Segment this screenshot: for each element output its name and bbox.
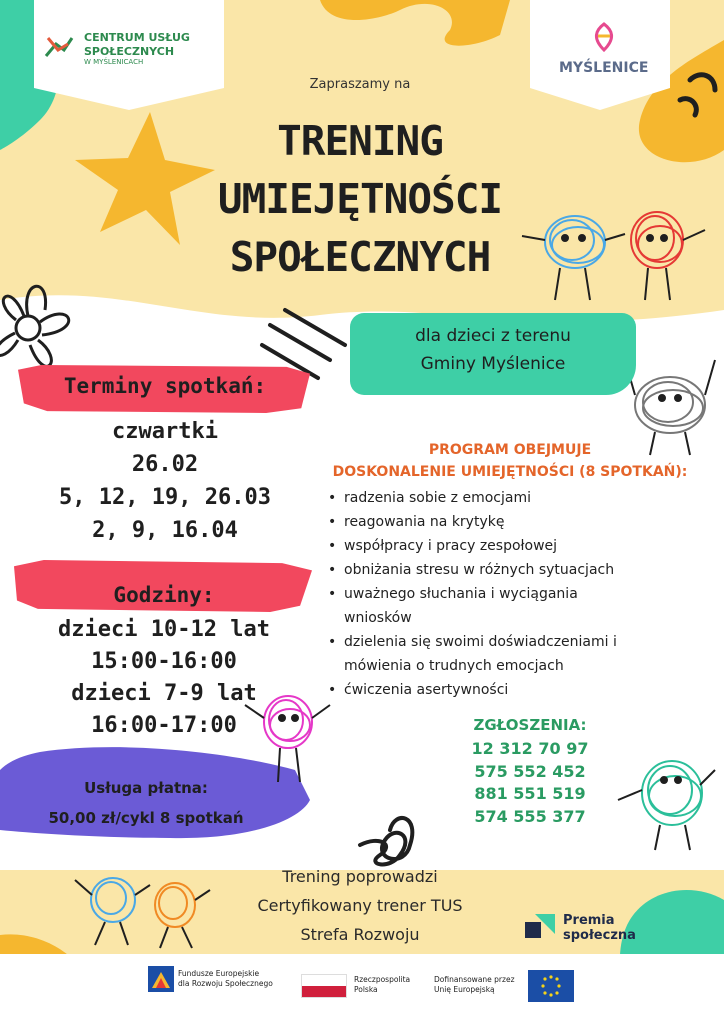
hours-line: 16:00-17:00 (91, 713, 237, 738)
contact-heading: ZGŁOSZENIA: (473, 716, 587, 734)
schedule-line: 2, 9, 16.04 (92, 518, 238, 543)
city-logo-text: MYŚLENICE (559, 60, 649, 76)
phone-number[interactable]: 575 552 452 (474, 761, 586, 781)
hours-heading: Godziny: (113, 583, 215, 607)
list-item: • dzielenia się swoimi doświadczeniami i mówienia o trudnych emocjach (328, 630, 674, 678)
fe-line1: Fundusze Europejskie (178, 969, 260, 978)
character-blue-small (91, 878, 135, 922)
hours-list (16, 614, 312, 742)
premia-line1: Premia (563, 913, 615, 928)
eu-line2: Unię Europejską (434, 985, 495, 994)
rp-text (354, 975, 410, 995)
org-name-line2: SPOŁECZNYCH (84, 45, 175, 58)
invite-text: Zapraszamy na (309, 77, 411, 92)
fe-text (178, 969, 273, 989)
character-orange-small (155, 883, 195, 927)
list-item: • radzenia sobie z emocjami (328, 486, 708, 510)
audience-line1: dla dzieci z terenu (415, 326, 571, 346)
org-name-line1: CENTRUM USŁUG (84, 31, 190, 44)
schedule-dates (20, 415, 310, 547)
premia-line2: społeczna (563, 928, 636, 943)
pl-flag-icon (302, 975, 346, 997)
rp-line1: Rzeczpospolita (354, 975, 411, 984)
phone-list (440, 738, 620, 828)
city-logo-panel (530, 0, 670, 110)
trainer-line3: Strefa Rozwoju (300, 925, 420, 944)
list-item: • uważnego słuchania i wyciągania wniosków (328, 582, 644, 630)
paid-service (6, 773, 286, 833)
character-red (631, 212, 683, 268)
program-heading-line1: PROGRAM OBEJMUJE (428, 442, 592, 458)
eu-line1: Dofinansowane przez (434, 975, 515, 984)
premia-logo-icon (525, 912, 557, 944)
list-item: • współpracy i pracy zespołowej (328, 534, 708, 558)
hours-line: dzieci 7-9 lat (71, 681, 257, 706)
program-list (328, 486, 708, 702)
fe-line2: dla Rozwoju Społecznego (178, 979, 273, 988)
character-blue (545, 216, 605, 268)
schedule-line: czwartki (112, 419, 218, 444)
hands-icon (42, 30, 76, 64)
fe-logo-icon (148, 966, 174, 992)
title-line2: UMIEJĘTNOŚCI (217, 175, 503, 223)
schedule-heading: Terminy spotkań: (63, 374, 267, 398)
rp-line2: Polska (354, 985, 378, 994)
trainer-line1: Trening poprowadzi (282, 867, 438, 886)
program-heading-line2: DOSKONALENIE UMIEJĘTNOŚCI (8 SPOTKAŃ): (332, 464, 688, 480)
title-line1: TRENING (277, 117, 443, 165)
trainer-line2: Certyfikowany trener TUS (257, 896, 463, 915)
eu-text (434, 975, 515, 995)
program-heading (300, 439, 720, 483)
org-name (84, 31, 190, 59)
schedule-line: 5, 12, 19, 26.03 (59, 485, 271, 510)
list-item: • reagowania na krytykę (328, 510, 708, 534)
eu-flag-icon (528, 970, 574, 1002)
page-title (180, 112, 540, 286)
list-item: • ćwiczenia asertywności (328, 678, 708, 702)
audience-line2: Gminy Myślenice (420, 354, 566, 374)
premia-logo-text (563, 913, 636, 943)
org-subname: W MYŚLENICACH (84, 58, 144, 66)
hours-line: dzieci 10-12 lat (58, 617, 270, 642)
title-line3: SPOŁECZNYCH (229, 233, 491, 281)
paid-line1: Usługa płatna: (84, 779, 208, 797)
phone-number[interactable]: 574 555 377 (474, 806, 586, 826)
phone-number[interactable]: 12 312 70 97 (471, 739, 589, 758)
phone-number[interactable]: 881 551 519 (474, 784, 586, 803)
city-emblem-icon (590, 22, 618, 52)
audience-text (350, 322, 636, 378)
trainer-info (200, 862, 520, 949)
hours-line: 15:00-16:00 (91, 649, 237, 674)
paid-line2: 50,00 zł/cykl 8 spotkań (48, 809, 244, 827)
list-item: • obniżania stresu w różnych sytuacjach (328, 558, 708, 582)
schedule-line: 26.02 (131, 452, 199, 477)
